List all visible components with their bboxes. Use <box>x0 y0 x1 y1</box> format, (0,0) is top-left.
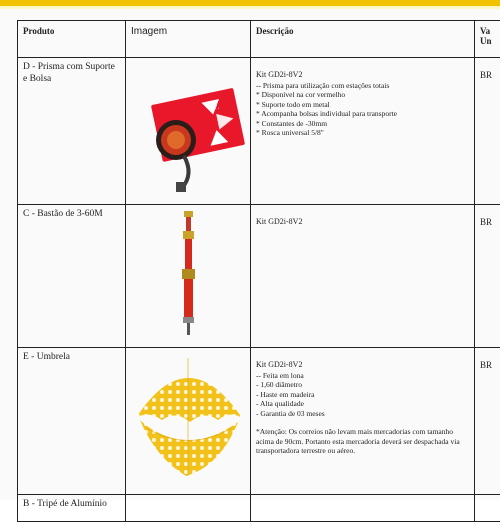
product-value: BR <box>475 348 500 495</box>
product-name: D - Prisma com Suporte e Bolsa <box>18 58 126 205</box>
red-survey-prism-icon <box>126 58 251 198</box>
product-name: E - Umbrela <box>18 348 126 495</box>
table-row <box>18 495 500 522</box>
product-description: Kit GD2i-8V2 <box>251 205 475 348</box>
product-table <box>17 20 500 522</box>
product-image-cell <box>126 58 251 205</box>
product-name: C - Bastão de 3-60M <box>18 205 126 348</box>
product-value <box>475 495 500 522</box>
prism-pole-icon <box>126 205 251 341</box>
product-image-cell <box>126 495 251 522</box>
header-produto: Produto <box>18 21 126 58</box>
product-image-cell <box>126 205 251 348</box>
yellow-umbrella-icon <box>126 348 251 488</box>
product-description <box>251 495 475 522</box>
product-image-cell <box>126 348 251 495</box>
svg-text:∴: ∴ <box>214 104 220 112</box>
product-description: Kit GD2i-8V2 -- Feita em lona - 1,60 diâmetro - Haste em madeira - Alta qualidade - Garantia de 03 meses *Atenção: Os correios não levam mais mercadorias com tamanho acima de 90cm. Portanto esta mercadoria deverá ser despachada via transportadora terrestre ou aéreo. <box>251 348 475 495</box>
table-header-row <box>18 21 500 58</box>
shipping-note: *Atenção: Os correios não levam mais mercadorias com tamanho acima de 90cm. Portanto esta mercadoria deverá ser despachada via transportadora terrestre ou aéreo. <box>256 427 469 456</box>
product-description: Kit GD2i-8V2 -- Prisma para utilização com estações totais * Disponível na cor vermelho * Suporte todo em metal * Acompanha bolsas individual para transporte * Constantes de -30mm * Rosca universal 5/8" <box>251 58 475 205</box>
product-name: B - Tripé de Alumínio <box>18 495 126 522</box>
table-row <box>18 205 500 348</box>
header-descricao: Descrição <box>251 21 475 58</box>
product-value: BR <box>475 58 500 205</box>
header-valor: Va Un <box>475 21 500 58</box>
header-imagem: Imagem <box>126 21 251 58</box>
product-value: BR <box>475 205 500 348</box>
table-row <box>18 348 500 495</box>
table-row <box>18 58 500 205</box>
